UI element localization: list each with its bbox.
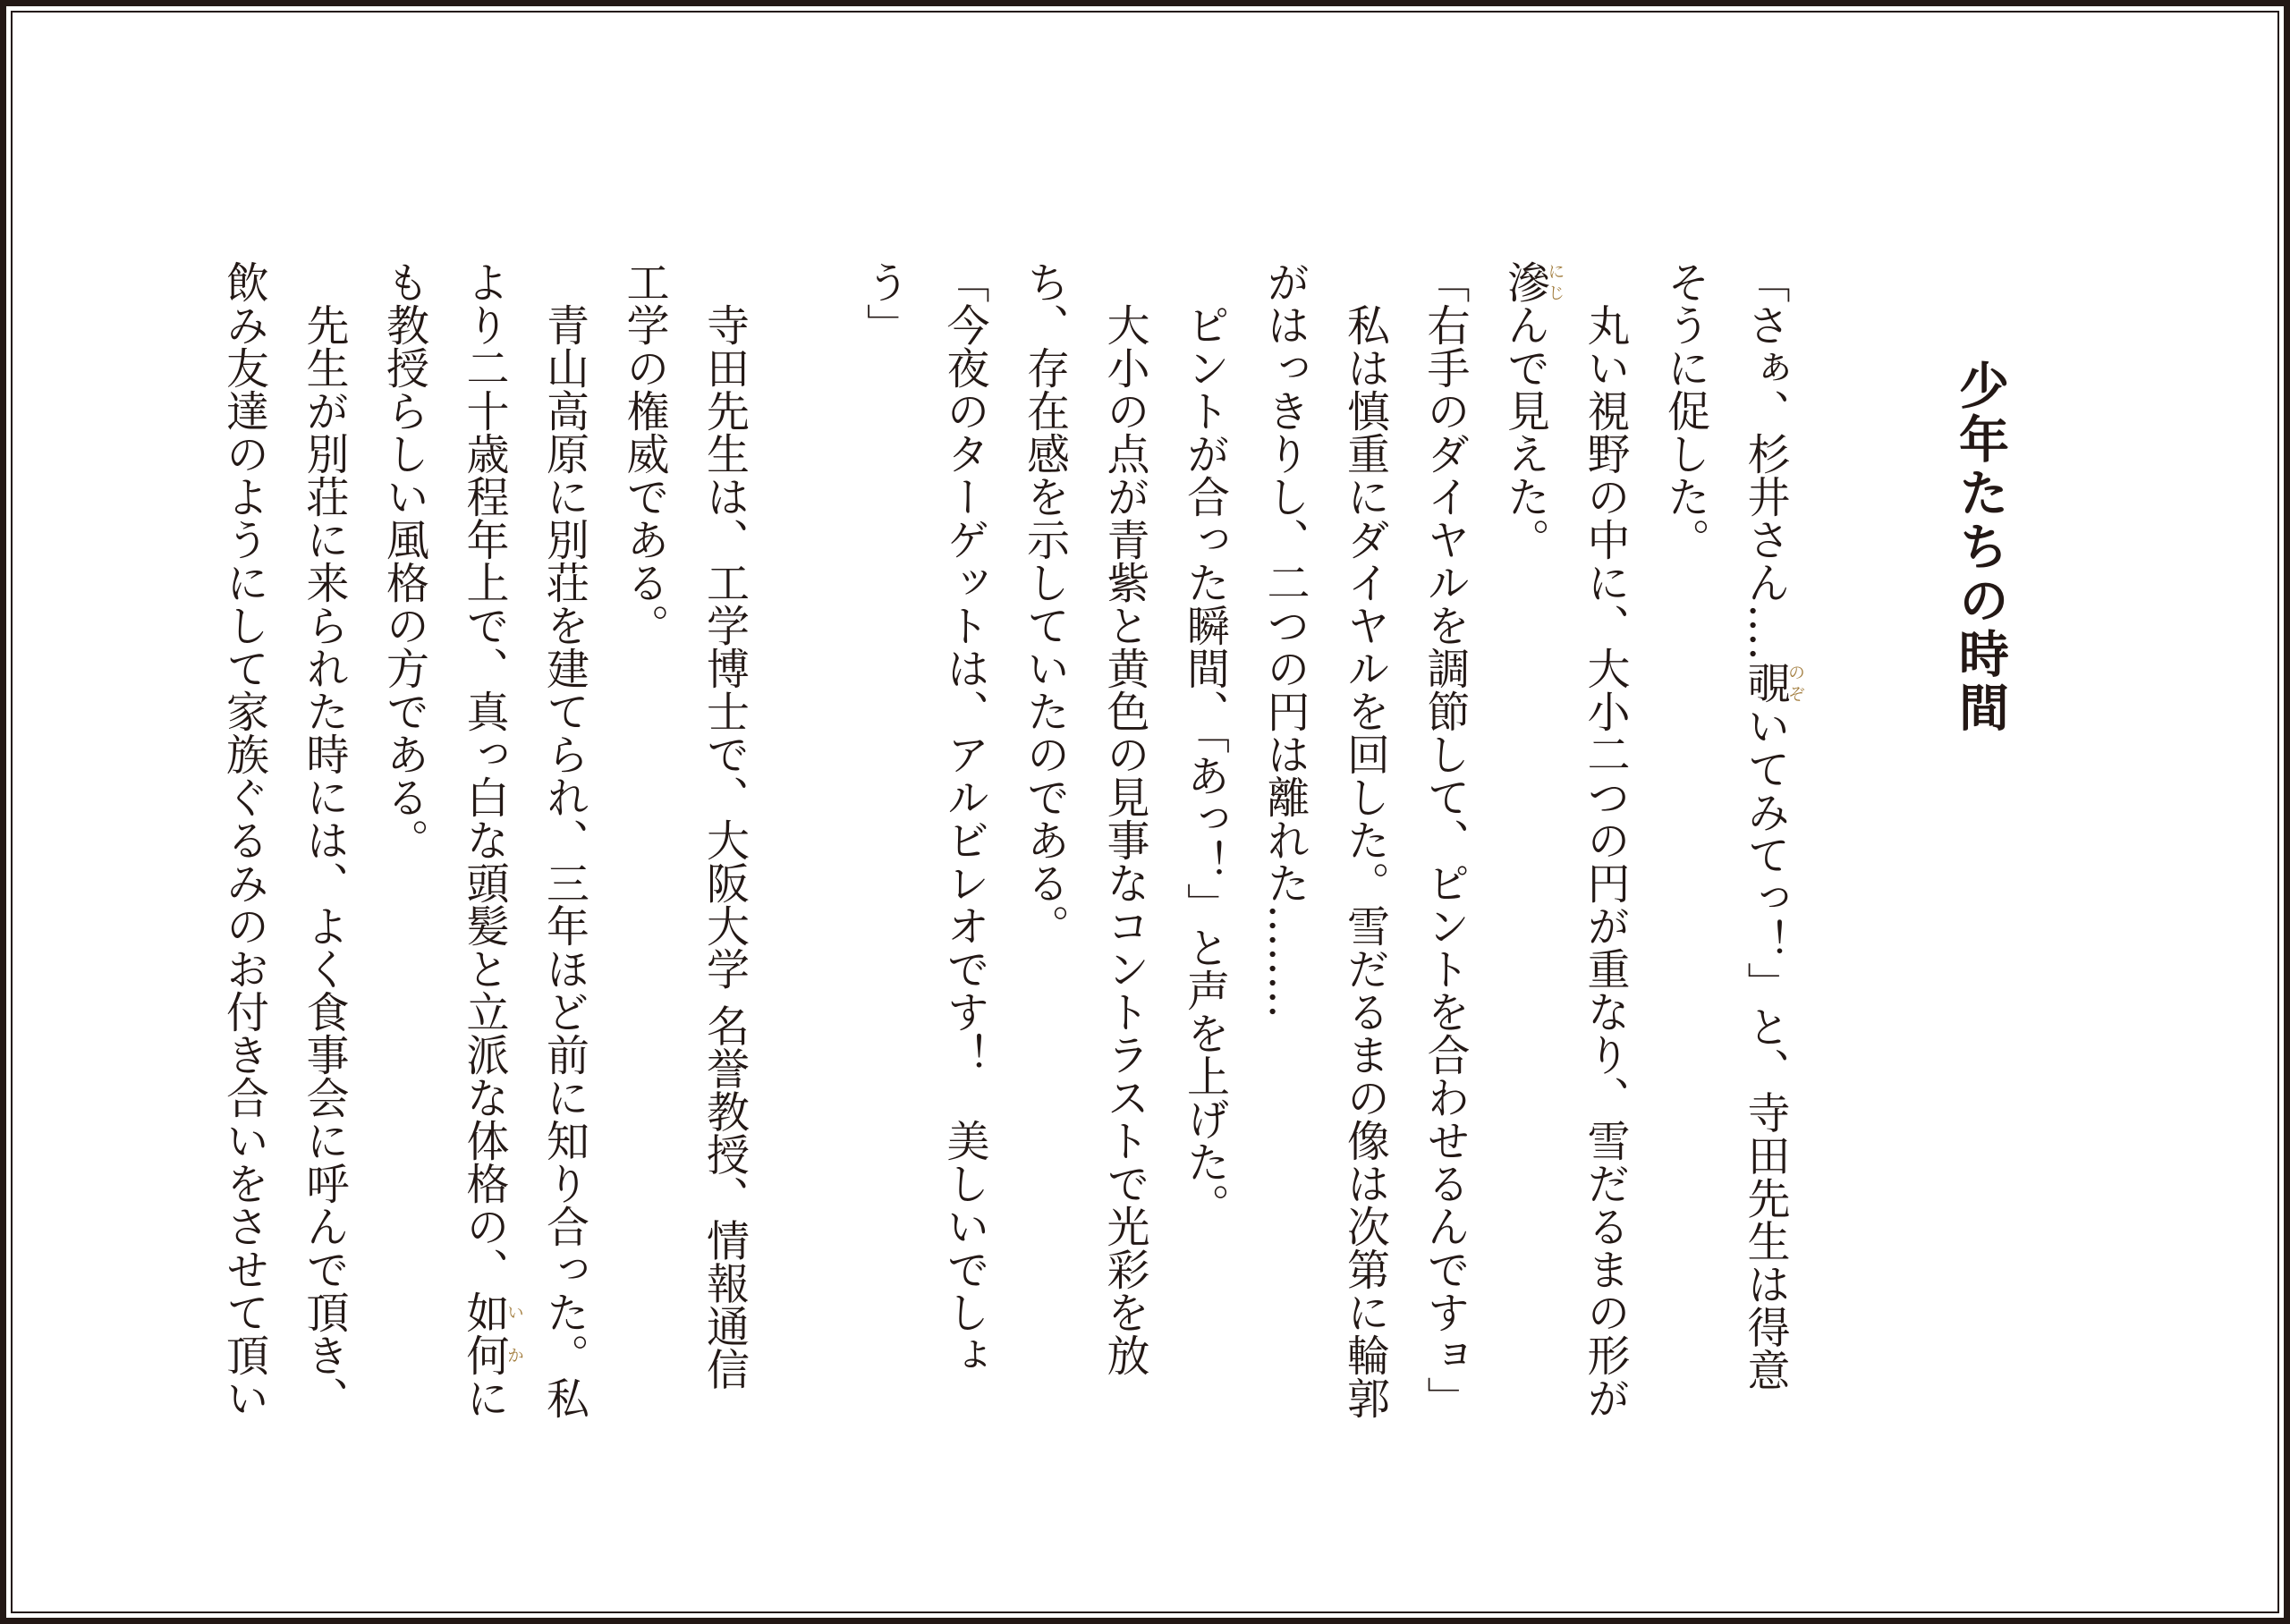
paragraph: 「今夜のターゲットは、アルビレオです！ 美しいでしょう」 [859, 260, 989, 1376]
ruby-reading: いか [505, 1290, 524, 1376]
ruby-base: 滲 [1499, 260, 1550, 303]
paragraph: 大小の点が青紫と黄色の見事なコントラストで光彩を放ち、存在感を示していたのである。 [1019, 260, 1149, 1376]
paragraph [363, 260, 604, 1432]
paragraph-text: 丸い視野の中に、大小二つの円が重なり、雪だるまの形が [1580, 303, 1630, 1419]
ruby-reading: のぞ [1785, 661, 1805, 705]
paragraph: ピントが合った瞬間、「あっ！」と声を上げた。 [1179, 303, 1230, 1226]
paragraph: 寺田先生は、工学博士で、大阪大学 名誉教授、情報通信工学の権威である。 [619, 260, 750, 1391]
paragraph-break [764, 260, 844, 1432]
ruby-base: 如何 [459, 1290, 509, 1376]
paragraph: 先生が別荘に来られた時には、よく食事会に呼んで頂き、飲み友達のようにして家族ぐるみのお付き合いをさせて頂い [218, 260, 349, 1419]
ruby-reading: にじ [1545, 260, 1565, 303]
body-text [218, 260, 1805, 1432]
paragraph-text: 「さぁ、杉井さん‥‥ [1740, 260, 1790, 662]
paragraph-text: 青山高原に別荘を建てられ、三年ほど前に知り合った。私より二十歳程年上で、真っ白な頭髪と立派な体格の、 [459, 260, 589, 1419]
paragraph-text: いてみてっ！」と、寺田先生は得意そうに促した。 [1659, 260, 1790, 1391]
paragraph: 私は慎重にダイヤルを回した。雪だるまの像は次第に輪郭がはっきりし、二つの円は離れた‥‥‥‥ [1260, 260, 1390, 1419]
chapter-title: 少年たちの時間 [1951, 359, 2010, 735]
ruby-annotation [1740, 661, 1805, 705]
paragraph-text: んで見えた。 [1499, 303, 1550, 561]
paragraph [1644, 260, 1804, 1432]
paragraph [1484, 260, 1644, 1432]
ruby-base: 覗 [1740, 661, 1790, 705]
paragraph-text: にも教授らしい風格の方である。 [378, 260, 509, 1419]
ruby-annotation [459, 1290, 524, 1376]
ruby-annotation [1499, 260, 1565, 303]
paragraph: 「右手のダイヤルを調節して、ピントを合わせるんですョ」 [1420, 260, 1470, 1419]
